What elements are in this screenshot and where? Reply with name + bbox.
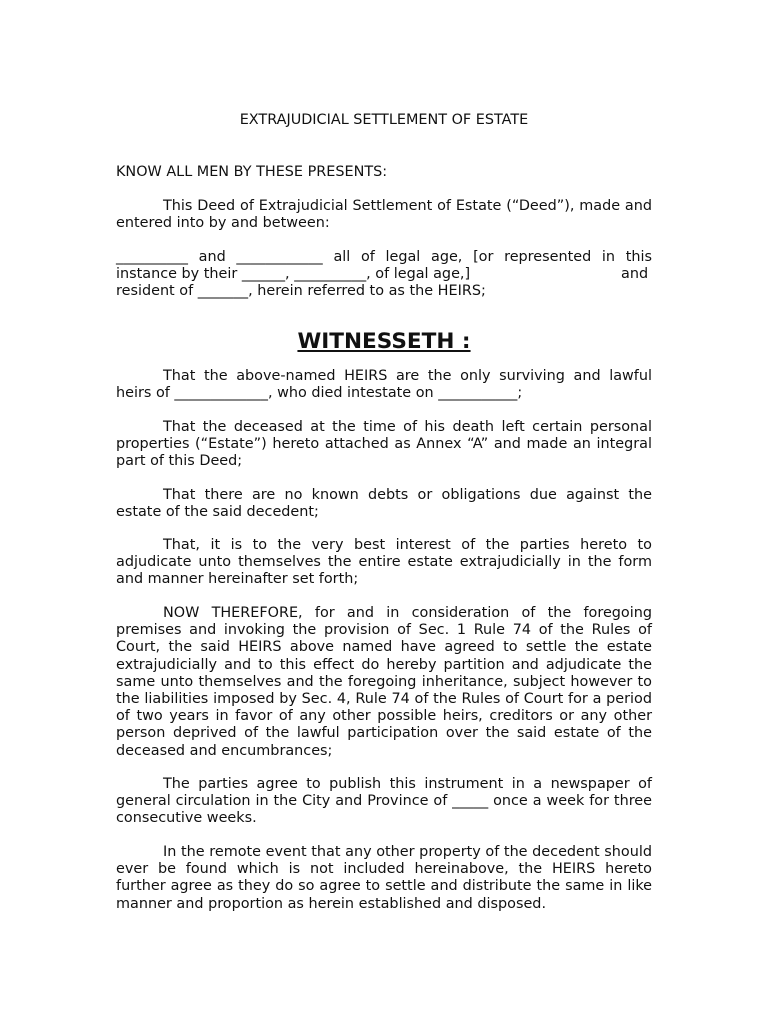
paragraph-other-property: In the remote event that any other property of the decedent should ever be found which is not included hereinabove, the HEIRS hereto further agree as they do so agree to settle and distribute the same in like manner and proportion as herein established and disposed. [116,844,652,912]
document-title: EXTRAJUDICIAL SETTLEMENT OF ESTATE [239,112,529,128]
paragraph-interest: That, it is to the very best interest of the parties hereto to adjudicate unto themselves the entire estate extrajudicially in the form and manner hereinafter set forth; [116,537,652,588]
parties-and: and [621,266,649,282]
paragraph-estate: That the deceased at the time of his death left certain personal properties (“Estate”) hereto attached as Annex “A” and made an integral part of this Deed; [116,419,652,470]
parties-lines-top [116,249,652,283]
intro-paragraph: This Deed of Extrajudicial Settlement of Estate (“Deed”), made and entered into by and between: [116,198,652,232]
witnesseth-heading: WITNESSETH : [297,329,471,354]
paragraph-now-therefore: NOW THEREFORE, for and in consideration of the foregoing premises and invoking the provision of Sec. 1 Rule 74 of the Rules of Court, the said HEIRS above named have agreed to settle the estate extrajudicially and to this effect do hereby partition and adjudicate the same unto themselves and the foregoing inheritance, subject however to the liabilities imposed by Sec. 4, Rule 74 of the Rules of Court for a period of two years in favor of any other possible heirs, creditors or any other person deprived of the lawful participation over the said estate of the deceased and encumbrances; [116,605,652,759]
paragraph-heirs: That the above-named HEIRS are the only surviving and lawful heirs of _____________, who died intestate on ___________; [116,368,652,402]
parties-line: __________ and ____________ all of legal age, [or represented in this instance by their ______, __________, of legal age,] [116,249,652,283]
paragraph-publication: The parties agree to publish this instrument in a newspaper of general circulation in the City and Province of _____ once a week for three consecutive weeks. [116,776,652,827]
paragraph-debts: That there are no known debts or obligations due against the estate of the said decedent; [116,487,652,521]
parties-paragraph [116,249,652,283]
parties-residence: resident of _______, herein referred to as the HEIRS; [116,283,486,299]
salutation: KNOW ALL MEN BY THESE PRESENTS: [116,164,388,180]
